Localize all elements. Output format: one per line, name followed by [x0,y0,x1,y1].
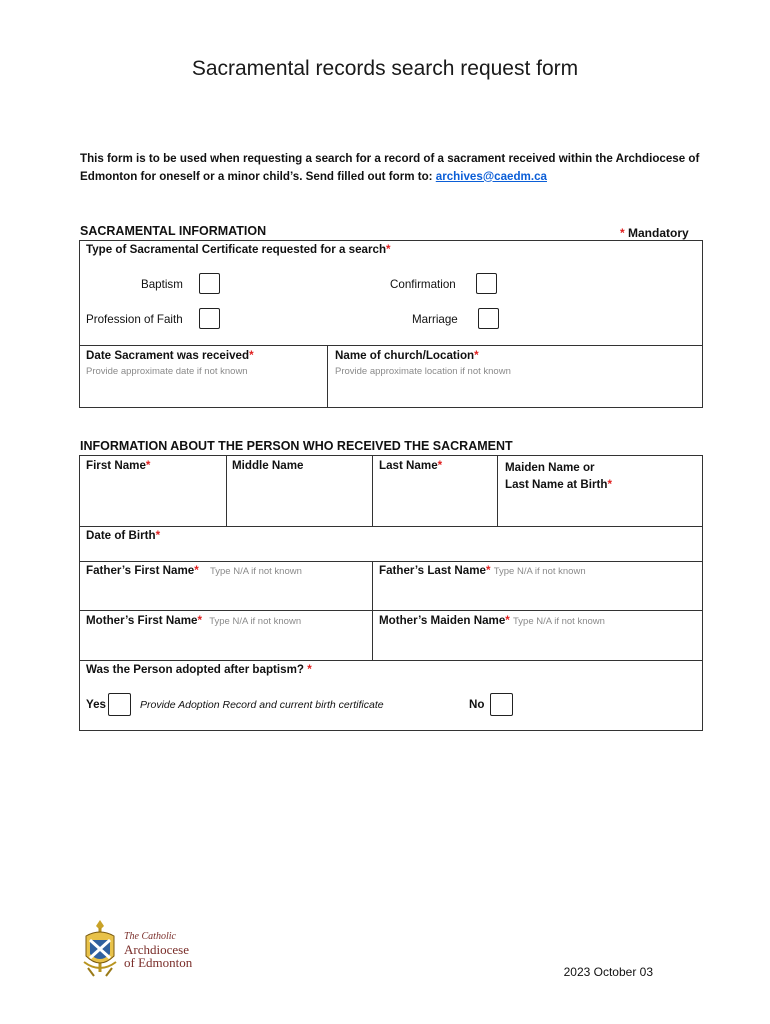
page-title: Sacramental records search request form [191,57,579,80]
profession-checkbox[interactable] [199,308,220,329]
father-last-label [379,564,586,577]
mandatory-star: * [620,226,625,240]
profession-label: Profession of Faith [86,313,183,326]
mandatory-label: Mandatory [628,226,689,240]
last-name-field[interactable] [373,490,496,524]
last-name-label [379,459,442,472]
required-star: * [194,564,199,577]
archdiocese-logo-text [124,930,192,969]
maiden-name-field[interactable] [498,495,702,524]
required-star: * [155,529,161,542]
mother-first-hint: Type N/A if not known [209,616,302,627]
logo-line-3-text: of Edmonton [124,955,193,970]
father-first-hint: Type N/A if not known [210,566,302,577]
mother-first-text: Mother’s First Name [86,614,198,627]
father-first-text: Father’s First Name [86,564,195,577]
required-star: * [505,614,510,627]
person-heading: INFORMATION ABOUT THE PERSON WHO RECEIVED THE SACRAMENT [80,439,513,453]
adoption-note: Provide Adoption Record and current birth certificate [140,699,384,711]
required-star: * [437,459,443,472]
form-date: 2023 October 03 [563,965,653,979]
yes-checkbox[interactable] [108,693,131,716]
required-star: * [145,459,151,472]
baptism-checkbox[interactable] [199,273,220,294]
date-sacrament-text: Date Sacrament was received [86,349,250,362]
first-name-label [86,459,150,472]
logo-line-2: Archdiocese [124,942,189,957]
divider [79,561,703,562]
middle-name-field[interactable] [227,490,371,524]
required-star: * [474,349,479,362]
certificate-type-text: Type of Sacramental Certificate requested for a search [86,243,387,256]
church-field[interactable] [329,380,701,406]
sacramental-heading: SACRAMENTAL INFORMATION [80,224,267,238]
dob-field[interactable] [200,528,700,559]
mother-maiden-hint: Type N/A if not known [513,616,605,627]
first-name-field[interactable] [80,490,225,524]
yes-label: Yes [86,698,106,711]
mother-maiden-label [379,614,605,627]
adopted-question-text: Was the Person adopted after baptism? [86,663,304,676]
confirmation-checkbox[interactable] [476,273,497,294]
date-sacrament-hint: Provide approximate date if not known [86,366,248,377]
divider [79,345,703,346]
marriage-label: Marriage [412,313,458,326]
maiden-name-line2: Last Name at Birth [505,478,608,491]
intro-paragraph [80,150,720,185]
church-text: Name of church/Location [335,349,475,362]
church-label [335,349,479,362]
mandatory-note [620,226,689,240]
date-sacrament-label [86,349,254,362]
father-last-field[interactable] [373,582,702,609]
maiden-name-label [505,459,612,493]
divider [79,526,703,527]
mother-first-field[interactable] [80,632,371,659]
mother-first-label [86,614,301,627]
confirmation-label: Confirmation [390,278,456,291]
logo-line-3 [124,956,192,969]
required-star: * [607,478,612,491]
marriage-checkbox[interactable] [478,308,499,329]
required-star: * [485,564,491,577]
church-hint: Provide approximate location if not known [335,366,511,377]
mother-maiden-text: Mother’s Maiden Name [379,614,506,627]
dob-text: Date of Birth [86,529,156,542]
intro-text: This form is to be used when requesting a search for a record of a sacrament received within the Archdiocese of Edmonton for oneself or a minor child’s. Send filled out form to: [80,152,700,183]
date-sacrament-field[interactable] [80,380,326,406]
divider [79,660,703,661]
required-star: * [249,349,254,362]
required-star: * [307,663,312,676]
father-last-text: Father’s Last Name [379,564,486,577]
father-first-label [86,564,302,577]
divider [327,345,328,408]
father-last-hint: Type N/A if not known [493,566,586,577]
middle-name-label: Middle Name [232,459,304,472]
required-star: * [386,243,391,256]
mother-maiden-field[interactable] [373,632,702,659]
divider [79,610,703,611]
maiden-name-line1: Maiden Name or [505,461,595,474]
required-star: * [197,614,202,627]
last-name-text: Last Name [379,459,438,472]
no-checkbox[interactable] [490,693,513,716]
father-first-field[interactable] [80,582,371,609]
certificate-type-label [86,243,391,256]
adopted-question [86,663,312,676]
dob-label [86,529,160,542]
first-name-text: First Name [86,459,146,472]
baptism-label: Baptism [141,278,183,291]
archdiocese-crest-icon [80,918,120,978]
email-link[interactable]: archives@caedm.ca [435,169,547,183]
no-label: No [469,698,485,711]
logo-line-1: The Catholic [124,931,176,942]
